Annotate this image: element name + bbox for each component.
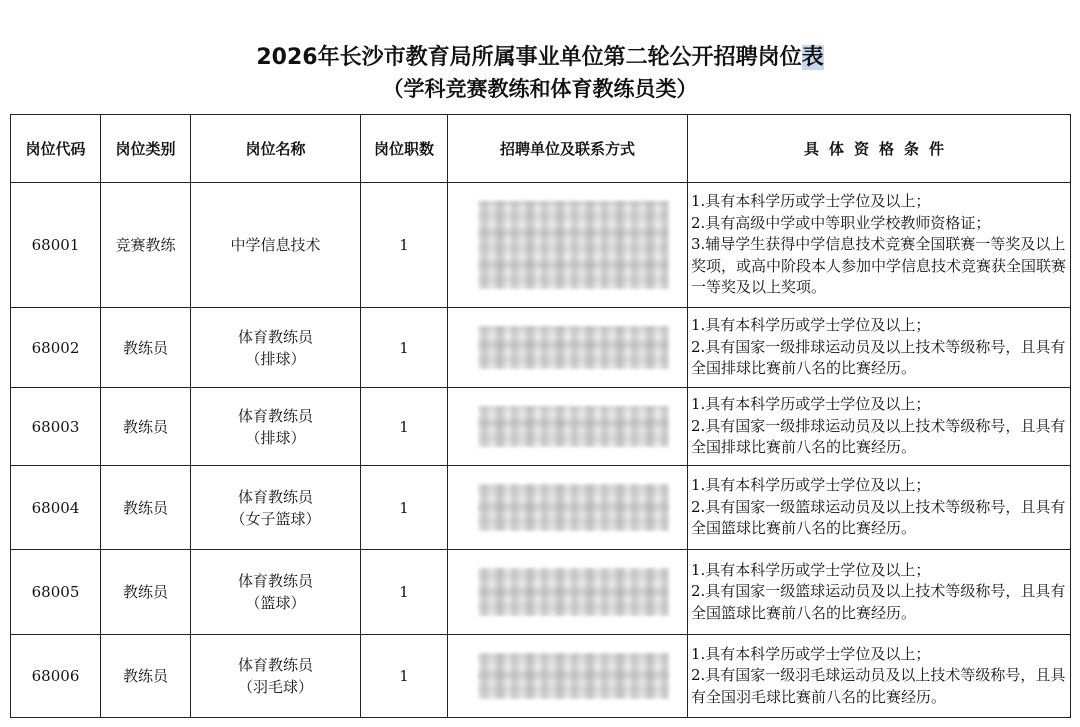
position-code: 68005 (11, 550, 101, 635)
header-code: 岗位代码 (11, 115, 101, 183)
requirement-line: 2.具有国家一级篮球运动员及以上技术等级称号，且具有全国篮球比赛前八名的比赛经历。 (691, 582, 1066, 622)
position-name (191, 550, 361, 635)
requirement-line: 2.具有国家一级排球运动员及以上技术等级称号，且具有全国排球比赛前八名的比赛经历。 (691, 416, 1066, 457)
contact-info-redacted (448, 183, 688, 308)
redaction-blur (478, 326, 669, 369)
redaction-blur (478, 653, 669, 699)
requirements (688, 550, 1071, 635)
position-name-line1: 体育教练员 (237, 487, 313, 506)
position-name-line1: 体育教练员 (237, 656, 313, 674)
position-name (191, 183, 361, 308)
position-count: 1 (361, 308, 448, 388)
position-name-line1: 体育教练员 (237, 327, 313, 346)
position-count: 1 (361, 388, 448, 466)
requirement-line: 2.具有国家一级篮球运动员及以上技术等级称号，且具有全国篮球比赛前八名的比赛经历。 (691, 497, 1066, 538)
requirement-line: 1.具有本科学历或学士学位及以上； (691, 316, 931, 335)
contact-info-redacted (448, 635, 688, 718)
requirement-line: 2.具有高级中学或中等职业学校教师资格证； (691, 213, 991, 232)
contact-info-redacted (448, 466, 688, 550)
contact-info-redacted (448, 308, 688, 388)
redaction-blur (478, 568, 669, 616)
requirement-line: 1.具有本科学历或学士学位及以上； (691, 192, 931, 211)
header-unit: 招聘单位及联系方式 (448, 115, 688, 183)
redaction-blur (478, 201, 669, 289)
requirements (688, 466, 1071, 550)
table-row (11, 388, 1071, 466)
position-code: 68002 (11, 308, 101, 388)
position-category: 竞赛教练 (101, 183, 191, 308)
position-name (191, 635, 361, 718)
position-category: 教练员 (101, 308, 191, 388)
requirements (688, 388, 1071, 466)
position-code: 68006 (11, 635, 101, 718)
position-name-line1: 体育教练员 (237, 406, 313, 425)
requirement-line: 1.具有本科学历或学士学位及以上； (691, 476, 931, 495)
position-category: 教练员 (101, 550, 191, 635)
position-name-line2: （女子篮球） (230, 509, 321, 528)
position-name-line2: （排球） (245, 428, 306, 447)
header-category: 岗位类别 (101, 115, 191, 183)
table-header-row (11, 115, 1071, 183)
position-category: 教练员 (101, 388, 191, 466)
position-code: 68004 (11, 466, 101, 550)
position-category: 教练员 (101, 466, 191, 550)
requirement-line: 2.具有国家一级羽毛球运动员及以上技术等级称号，且具有全国羽毛球比赛前八名的比赛经历。 (691, 666, 1066, 706)
requirements (688, 183, 1071, 308)
table-row (11, 308, 1071, 388)
position-count: 1 (361, 183, 448, 308)
table-row (11, 635, 1071, 718)
page-subtitle: （学科竞赛教练和体育教练员类） (382, 77, 698, 101)
header-requirements: 具体资格条件 (688, 115, 1071, 183)
position-name-line1: 体育教练员 (237, 572, 313, 590)
redaction-blur (478, 484, 669, 531)
position-name-line2: （排球） (245, 349, 306, 368)
position-code: 68001 (11, 183, 101, 308)
requirement-line: 3.辅导学生获得中学信息技术竞赛全国联赛一等奖及以上奖项，或高中阶段本人参加中学信息技术竞赛获全国联赛一等奖及以上奖项。 (691, 235, 1067, 297)
position-name-line2: （篮球） (245, 594, 306, 612)
title-main: 2026年长沙市教育局所属事业单位第二轮公开招聘岗位 (256, 45, 802, 70)
redaction-blur (478, 406, 669, 447)
positions-table (10, 114, 1071, 718)
position-code: 68003 (11, 388, 101, 466)
page-title (0, 40, 1080, 71)
table-row (11, 183, 1071, 308)
contact-info-redacted (448, 550, 688, 635)
contact-info-redacted (448, 388, 688, 466)
requirement-line: 1.具有本科学历或学士学位及以上； (691, 644, 931, 663)
position-name (191, 308, 361, 388)
requirements (688, 635, 1071, 718)
requirements (688, 308, 1071, 388)
position-count: 1 (361, 635, 448, 718)
table-row (11, 550, 1071, 635)
position-name-line1: 中学信息技术 (230, 236, 321, 254)
header-count: 岗位职数 (361, 115, 448, 183)
position-name-line2: （羽毛球） (237, 678, 313, 696)
header-name: 岗位名称 (191, 115, 361, 183)
table-row (11, 466, 1071, 550)
requirement-line: 2.具有国家一级排球运动员及以上技术等级称号，且具有全国排球比赛前八名的比赛经历。 (691, 337, 1066, 378)
position-category: 教练员 (101, 635, 191, 718)
position-name (191, 388, 361, 466)
requirement-line: 1.具有本科学历或学士学位及以上； (691, 395, 931, 414)
position-count: 1 (361, 550, 448, 635)
position-count: 1 (361, 466, 448, 550)
position-name (191, 466, 361, 550)
requirement-line: 1.具有本科学历或学士学位及以上； (691, 560, 931, 579)
title-highlight[interactable]: 表 (801, 45, 824, 70)
